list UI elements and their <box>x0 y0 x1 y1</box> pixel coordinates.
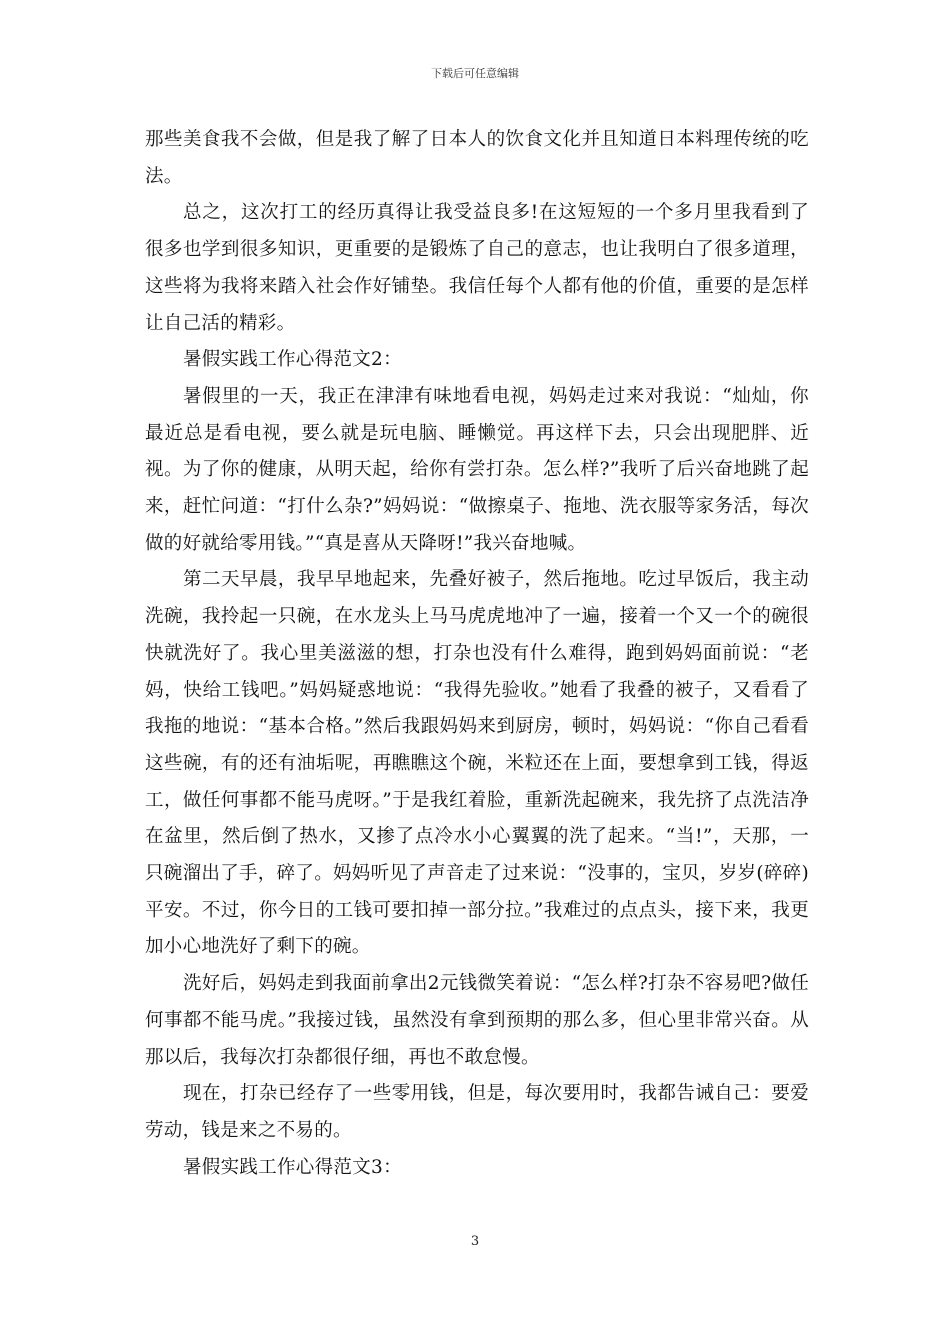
document-body <box>145 122 809 1186</box>
section-heading-2: 暑假实践工作心得范文2： <box>183 349 402 371</box>
paragraph-6: 现在，打杂已经存了一些零用钱，但是，每次要用时，我都告诫自己：要爱劳动，钱是来之不易的。 <box>145 1083 809 1141</box>
page-number: 3 <box>470 1234 480 1249</box>
paragraph-1: 那些美食我不会做，但是我了解了日本人的饮食文化并且知道日本料理传统的吃法。 <box>145 129 809 187</box>
paragraph-5: 洗好后，妈妈走到我面前拿出2元钱微笑着说：“怎么样?打杂不容易吧?做任何事都不能马虎。”我接过钱，虽然没有拿到预期的那么多，但心里非常兴奋。从那以后，我每次打杂都很仔细，再也不敢怠慢。 <box>145 973 809 1068</box>
page-header: 下载后可任意编辑 <box>431 67 519 80</box>
section-heading-3: 暑假实践工作心得范文3： <box>183 1156 402 1178</box>
paragraph-3: 暑假里的一天，我正在津津有味地看电视，妈妈走过来对我说：“灿灿，你最近总是看电视，要么就是玩电脑、睡懒觉。再这样下去，只会出现肥胖、近视。为了你的健康，从明天起，给你有尝打杂。怎么样?”我听了后兴奋地跳了起来，赶忙问道：“打什么杂?”妈妈说：“做擦桌子、拖地、洗衣服等家务活，每次做的好就给零用钱。”“真是喜从天降呀!”我兴奋地喊。 <box>145 385 809 554</box>
paragraph-2: 总之，这次打工的经历真得让我受益良多!在这短短的一个多月里我看到了很多也学到很多知识，更重要的是锻炼了自己的意志，也让我明白了很多道理，这些将为我将来踏入社会作好铺垫。我信任每个人都有他的价值，重要的是怎样让自己活的精彩。 <box>145 202 809 334</box>
paragraph-4: 第二天早晨，我早早地起来，先叠好被子，然后拖地。吃过早饭后，我主动洗碗，我拎起一只碗，在水龙头上马马虎虎地冲了一遍，接着一个又一个的碗很快就洗好了。我心里美滋滋的想，打杂也没有什么难得，跑到妈妈面前说：“老妈，快给工钱吧。”妈妈疑惑地说：“我得先验收。”她看了我叠的被子，又看看了我拖的地说：“基本合格。”然后我跟妈妈来到厨房，顿时，妈妈说：“你自己看看这些碗，有的还有油垢呢，再瞧瞧这个碗，米粒还在上面，要想拿到工钱，得返工，做任何事都不能马虎呀。”于是我红着脸，重新洗起碗来，我先挤了点洗洁净在盆里，然后倒了热水，又掺了点冷水小心翼翼的洗了起来。“当!”，天那，一只碗溜出了手，碎了。妈妈听见了声音走了过来说：“没事的，宝贝，岁岁(碎碎)平安。不过，你今日的工钱可要扣掉一部分拉。”我难过的点点头，接下来，我更加小心地洗好了剩下的碗。 <box>145 569 809 958</box>
